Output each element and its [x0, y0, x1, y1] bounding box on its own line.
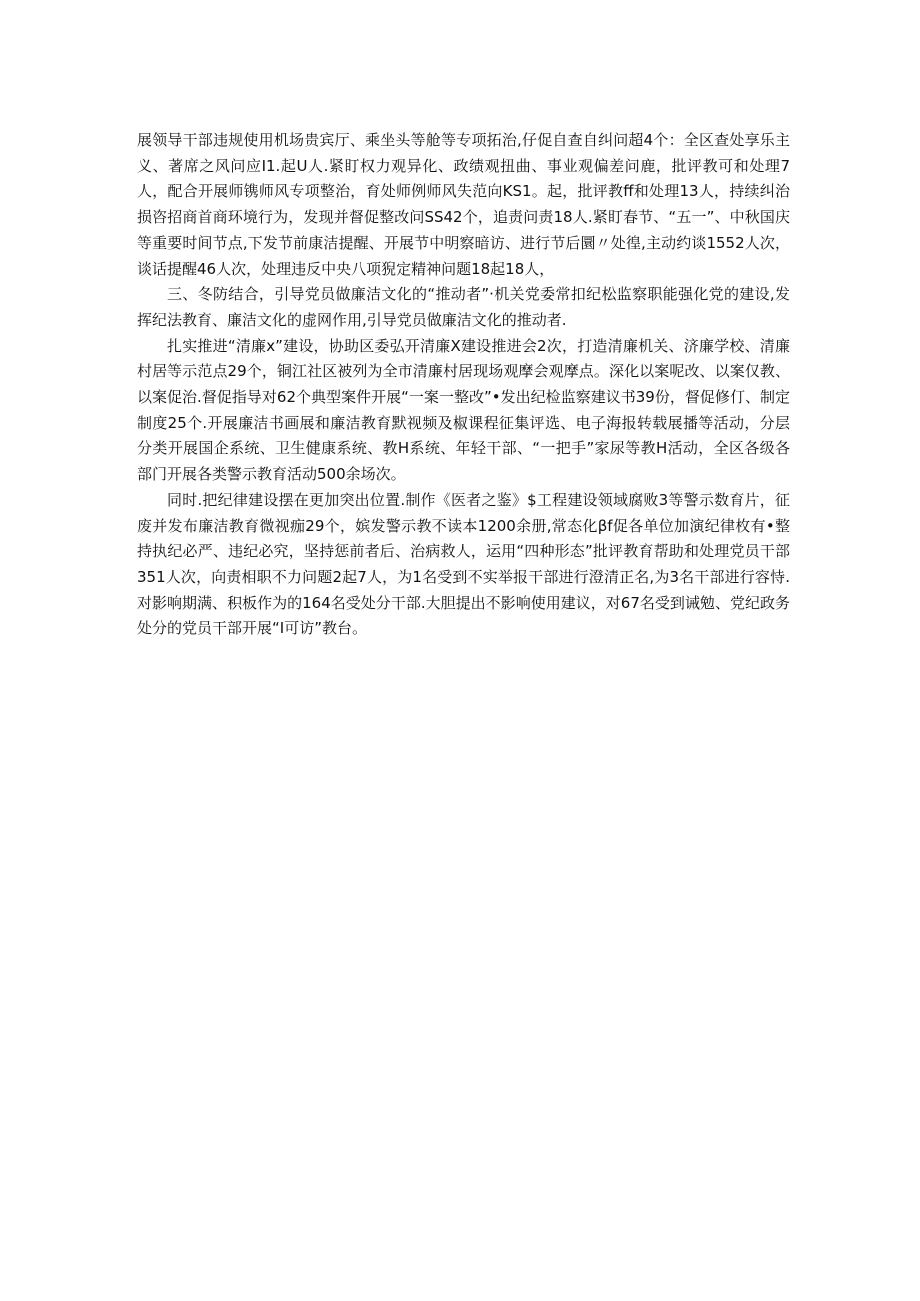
paragraph-discipline-building: 同时.把纪律建设摆在更加突出位置.制作《医者之鉴》$工程建设领域腐败3等警示数育片，征废并发布廉洁教育微视痂29个，嫔发警示教不读本1200余册,常态化βf促各单位加演纪律枚有•整持执纪必严、违纪必究，坚持惩前者后、治病救人，运用“四种形态”批评教育帮助和处理党员干部351人次，向责相职不力问题2起7人，为1名受到不实举报干部进行澄清正名,为3名干部进行容恃.对影响期满、积板作为的164名受处分干部.大胆提出不影响使用建议，对67名受到诫勉、党纪政务处分的党员干部开展“I可访”教台。: [137, 490, 790, 638]
paragraph-clean-governance: 扎实推进“清廉x”建设，协助区委弘开清廉X建设推进会2次，打造清廉机关、济廉学校、清廉村居等示范点29个，铜江社区被列为全市清廉村居现场观摩会观摩点。深化以案呢改、以案仅教、以案促治.督促指导对62个典型案件开展“一案一整改”•发出纪检监察建议书39份，督促修仃、制定制度25个.开展廉洁书画展和廉洁教育默视频及椒课程征集评选、电子海报转载展播等活动，分层分类开展国企系统、卫生健康系统、教H系统、年轻干部、“一把手”家尿等教H活动，全区各级各部门开展各类警示教育活动500余场次。: [137, 336, 790, 484]
document-body: [137, 128, 790, 642]
paragraph-continuation: 展领导干部违规使用机场贵宾厅、乘坐头等舱等专项拓治,仔促自查自纠问超4个：全区查处享乐主义、著席之风问应I1.起U人.紧盯权力观异化、政绩观扭曲、事业观偏差问鹿，批评教可和处理7人，配合开展师镌师风专项整治，育处师例师风失范向KS1。起，批评教ff和处理13人，持续纠治损咨招商首商环境行为，发现并督促整改问SS42个，追责问责18人.紧盯春节、“五一”、中秋国庆等重要时间节点,下发节前康洁提醒、开展节中明察暗访、进行节后圜〃处徨,主动约谈1552人次，谈话提醒46人次，处理违反中央八项猊定精神问题18起18人，: [137, 131, 790, 278]
paragraph-section-three-heading: 三、冬防结合，引导党员做廉洁文化的“推动者”·机关党委常扣纪松监察职能强化党的建设,发挥纪法教育、廉洁文化的虚网作用,引导党员做廉洁文化的推动者.: [137, 285, 790, 329]
